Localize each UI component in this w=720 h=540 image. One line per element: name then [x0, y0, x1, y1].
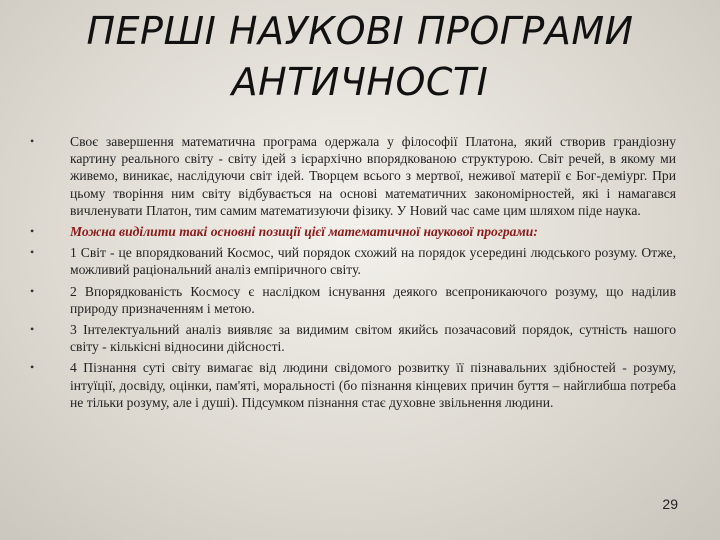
bullet-icon: • — [30, 360, 35, 375]
bullet-icon: • — [30, 283, 35, 298]
slide-title: ПЕРШІ НАУКОВІ ПРОГРАМИ АНТИЧНОСТІ — [86, 9, 634, 104]
list-item — [30, 283, 676, 317]
list-item-text: 3 Інтелектуальний аналіз виявляє за видимим світом якийсь позачасовий порядок, сутність нашого світу - кількісні відносини дійсності. — [70, 322, 676, 355]
list-item — [30, 133, 676, 219]
list-item — [30, 244, 676, 278]
list-item-text: Своє завершення математична програма одержала у філософії Платона, який створив грандіозну картину реального світу - світу ідей з ієрархічно впорядкованою структурою. Світ речей, в якому ми живемо, виникає, наслідуючи світ ідей. Творцем всього з мертвої, неживої матерії є Бог-деміург. При цьому творіння ним світу відбувається на основі математичних закономірностей, які і намагався вичленувати Платон, тим самим математизуючи фізику. У Новий час саме цим шляхом піде наука. — [70, 134, 676, 218]
list-item-text: 2 Впорядкованість Космосу є наслідком існування деякого всепроникаючого розуму, що наділив природу призначенням і метою. — [70, 283, 676, 316]
bullet-icon: • — [30, 322, 35, 337]
bullet-icon: • — [30, 245, 35, 260]
list-item-emphasis — [30, 223, 676, 240]
list-item-text: 4 Пізнання суті світу вимагає від людини свідомого розвитку її пізнавальних здібностей - розуму, інтуїції, досвіду, оцінки, пам'яті, моральності (бо пізнання кінцевих причин буття – найглибша потреба не тільки розуму, але і душі). Підсумком пізнання стає духовне звільнення людини. — [70, 360, 676, 410]
bullet-icon: • — [30, 134, 35, 148]
list-item — [30, 359, 676, 411]
list-item-text: 1 Світ - це впорядкований Космос, чий порядок схожий на порядок усередині людського розуму. Отже, можливий раціональний аналіз емпіричного світу. — [70, 245, 676, 278]
bullet-icon: • — [30, 224, 35, 239]
list-item — [30, 321, 676, 355]
page-number: 29 — [662, 496, 678, 512]
bullet-list — [30, 133, 676, 415]
list-item-text: Можна виділити такі основні позиції цієї математичної наукової програми: — [70, 224, 538, 240]
